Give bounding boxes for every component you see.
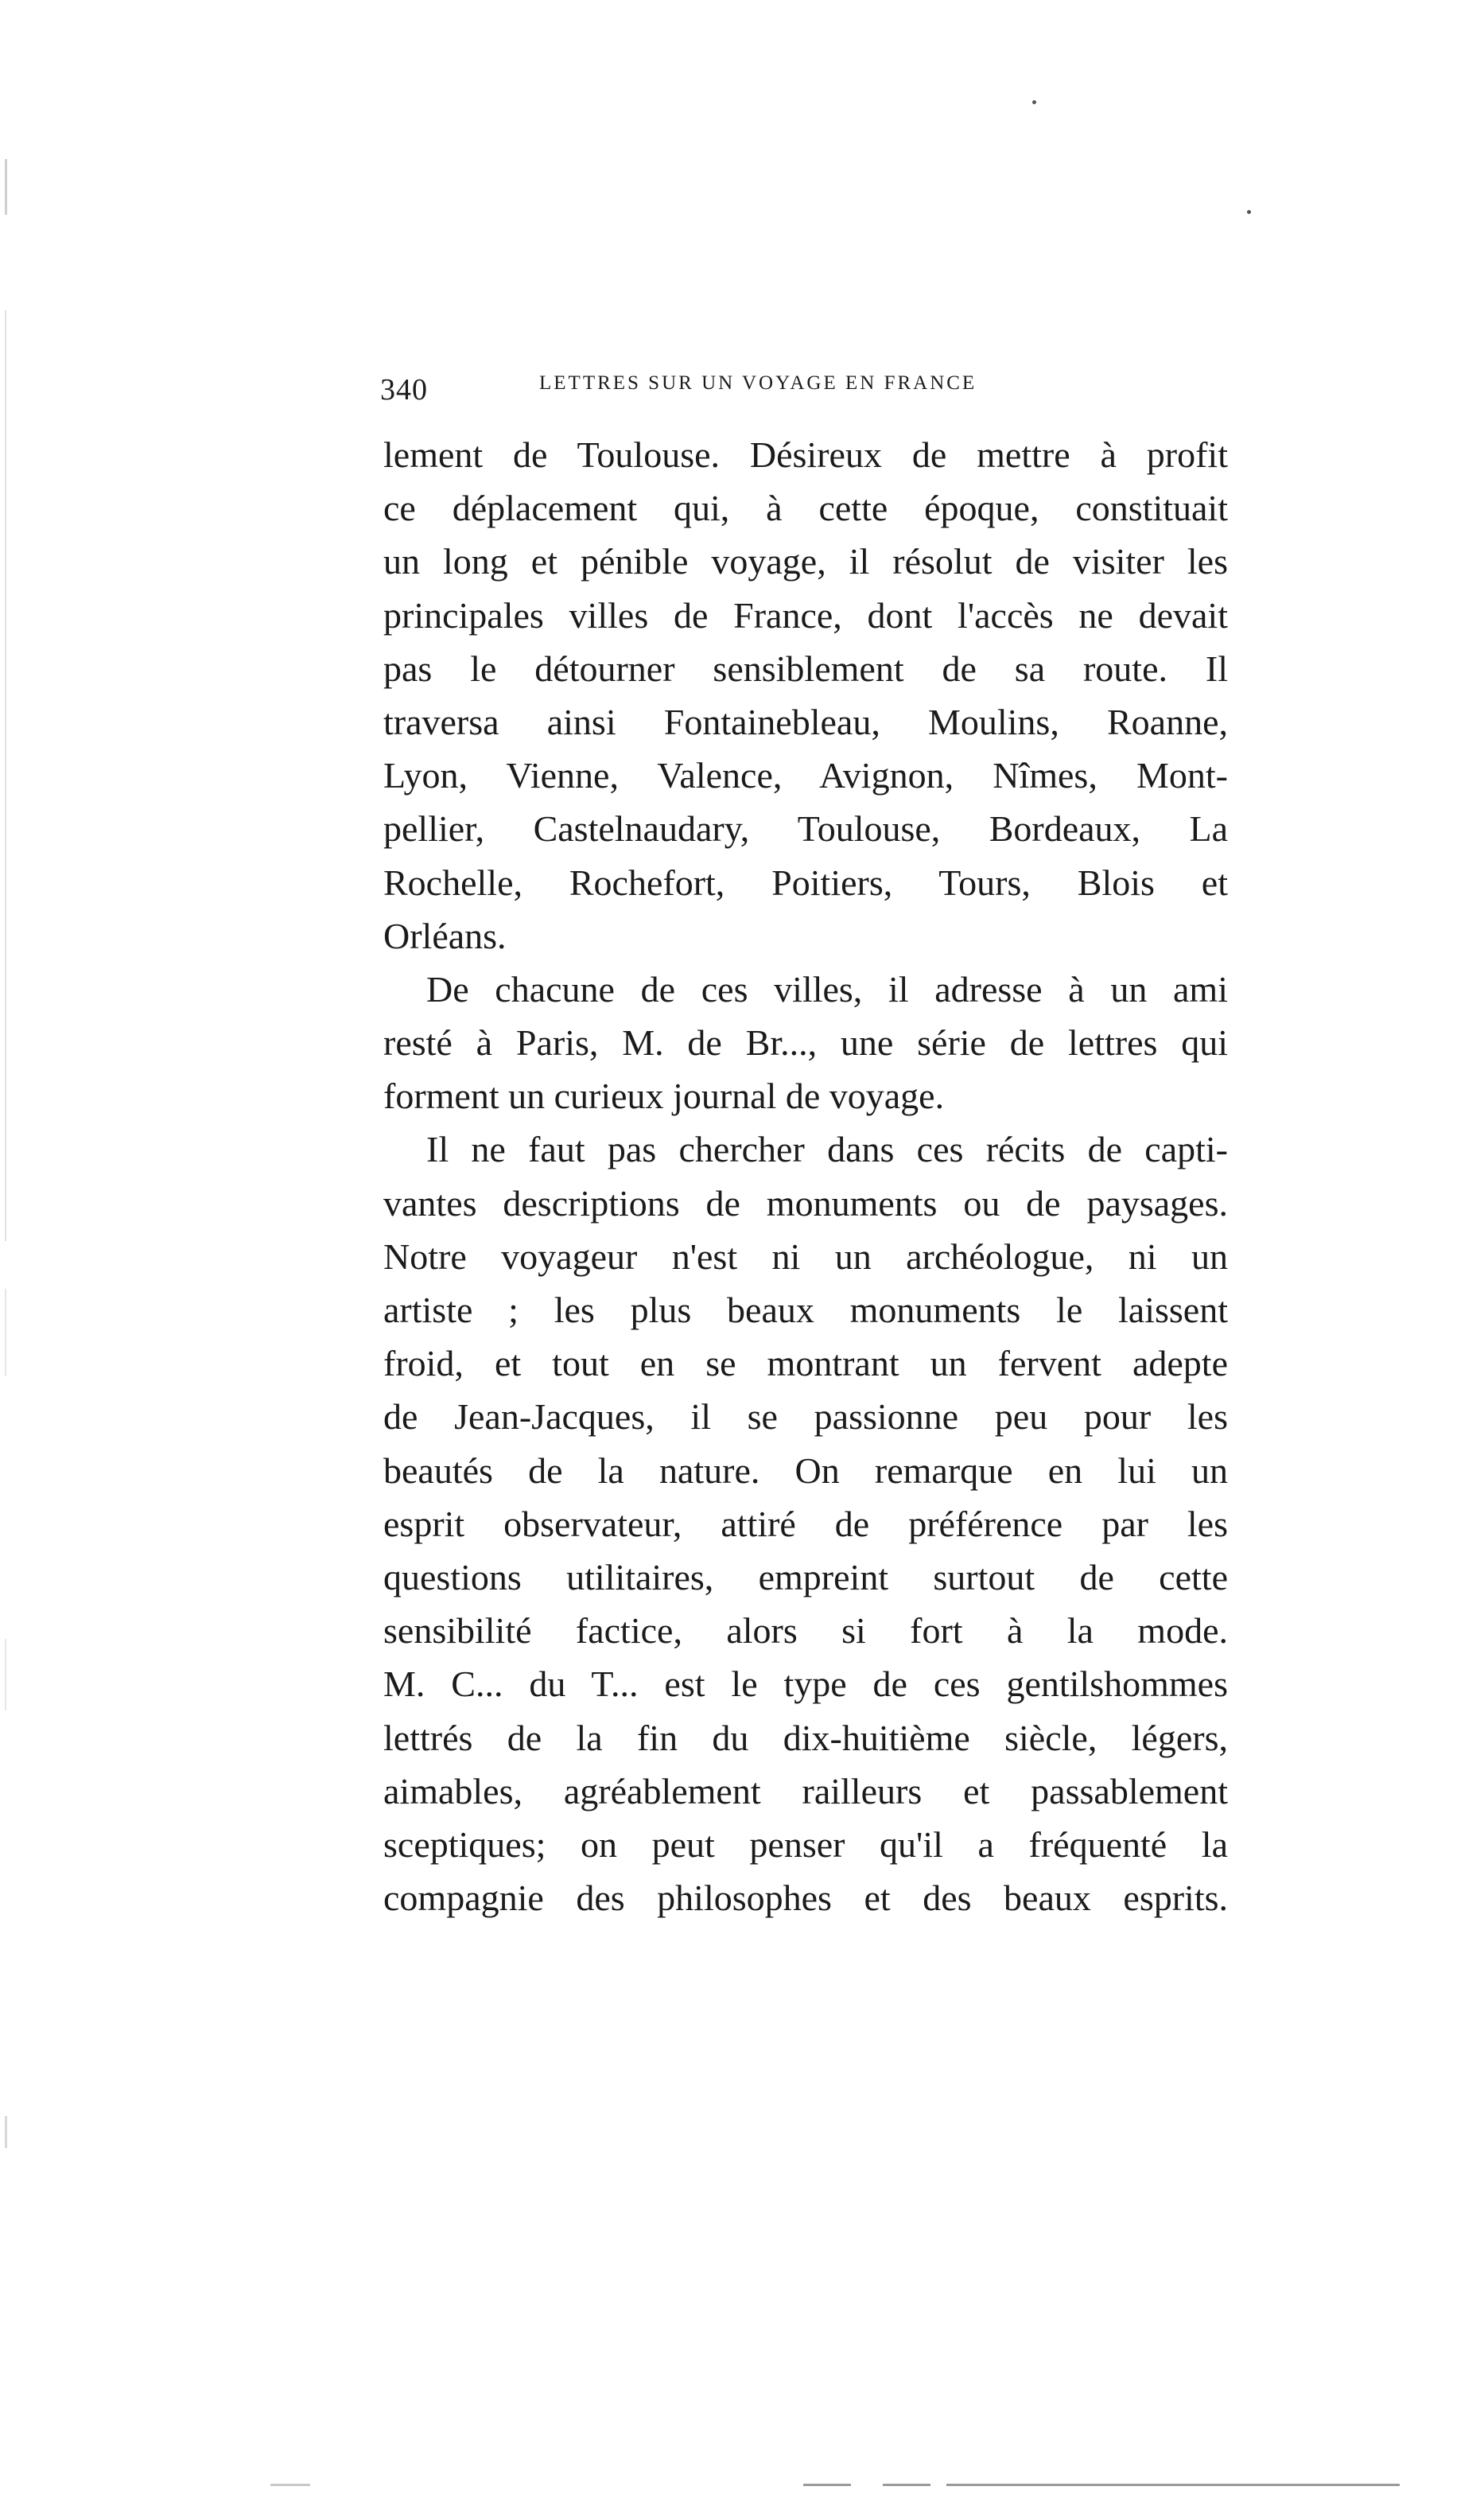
text-line: Orléans. (383, 915, 507, 956)
text-line: pellier, Castelnaudary, Toulouse, Bordeaux, La (383, 808, 1228, 850)
text-line: vantes descriptions de monuments ou de paysages. (383, 1182, 1228, 1224)
scan-edge-mark (5, 1289, 6, 1376)
scan-bottom-rule (270, 2484, 310, 2486)
scan-edge-mark (5, 159, 7, 215)
text-line: principales villes de France, dont l'accès ne devait (383, 594, 1228, 636)
text-line: sceptiques; on peut penser qu'il a fréquenté la (383, 1823, 1228, 1865)
scan-speck (1247, 210, 1251, 214)
scan-edge-mark (5, 310, 6, 1241)
text-line: traversa ainsi Fontainebleau, Moulins, Roanne, (383, 701, 1228, 742)
text-line: froid, et tout en se montrant un fervent adepte (383, 1343, 1228, 1384)
text-line: un long et pénible voyage, il résolut de visiter les (383, 541, 1228, 582)
text-line: compagnie des philosophes et des beaux esprits. (383, 1877, 1228, 1919)
text-line: beautés de la nature. On remarque en lui un (383, 1449, 1228, 1491)
text-line: lement de Toulouse. Désireux de mettre à profit (383, 434, 1228, 475)
text-line: Lyon, Vienne, Valence, Avignon, Nîmes, Mont- (383, 755, 1228, 796)
text-line: resté à Paris, M. de Br..., une série de lettres qui (383, 1022, 1228, 1064)
page-number: 340 (380, 373, 428, 407)
running-head (380, 366, 1247, 406)
scan-edge-mark (5, 2116, 7, 2148)
text-line: ce déplacement qui, à cette époque, constituait (383, 488, 1228, 529)
scan-edge-mark (5, 1639, 6, 1710)
text-line: esprit observateur, attiré de préférence par les (383, 1503, 1228, 1544)
text-line: M. C... du T... est le type de ces gentilshommes (383, 1663, 1228, 1705)
text-line: De chacune de ces villes, il adresse à un ami (426, 968, 1228, 1010)
text-line: aimables, agréablement railleurs et passablement (383, 1770, 1228, 1811)
text-line: sensibilité factice, alors si fort à la mode. (383, 1610, 1228, 1652)
text-line: de Jean-Jacques, il se passionne peu pour les (383, 1396, 1228, 1438)
scan-bottom-rule (883, 2484, 930, 2486)
text-line: questions utilitaires, empreint surtout de cette (383, 1556, 1228, 1597)
text-line: artiste ; les plus beaux monuments le laissent (383, 1290, 1228, 1330)
text-line: lettrés de la fin du dix-huitième siècle, légers, (383, 1717, 1228, 1758)
running-title: LETTRES SUR UN VOYAGE EN FRANCE (539, 372, 977, 394)
scan-speck (1032, 100, 1036, 104)
text-line: Notre voyageur n'est ni un archéologue, ni un (383, 1235, 1228, 1277)
scan-bottom-rule (946, 2484, 1400, 2486)
text-line: forment un curieux journal de voyage. (383, 1076, 945, 1117)
text-line: Il ne faut pas chercher dans ces récits de capti- (426, 1129, 1228, 1170)
scan-bottom-rule (803, 2484, 851, 2486)
text-line: Rochelle, Rochefort, Poitiers, Tours, Blois et (383, 862, 1228, 903)
text-line: pas le détourner sensiblement de sa route. Il (383, 648, 1228, 689)
body-text (383, 428, 1228, 1924)
